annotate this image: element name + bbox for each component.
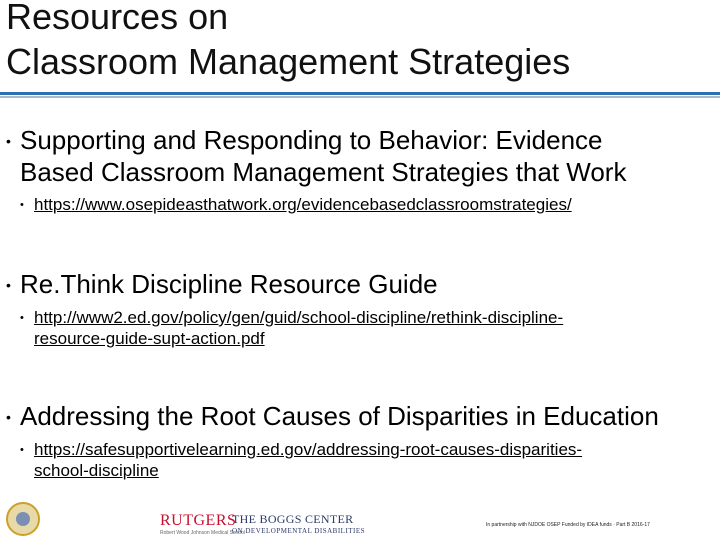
nj-state-seal-icon [6,502,40,536]
bullet-icon: • [20,199,24,211]
bullet-icon: • [6,409,11,425]
resource-heading [6,400,716,433]
footer [0,500,720,540]
slide-title [6,0,570,84]
funding-credit: In partnership with NJDOE OSEP Funded by IDEA funds · Part B 2016-17 [486,522,650,528]
resource-link-row [20,194,716,216]
bullet-icon: • [6,277,11,293]
bullet-icon: • [20,444,24,456]
resource-link-line-2[interactable]: school-discipline [34,461,159,480]
resource-heading-line-2: Based Classroom Management Strategies that Work [20,157,627,187]
resource-link-row [20,307,716,349]
rutgers-logo-subtitle: Robert Wood Johnson Medical School [160,530,245,536]
resource-link-row [20,439,716,481]
slide-title-line-2: Classroom Management Strategies [6,41,571,82]
resource-item-3 [6,400,716,481]
resource-heading-line-1: Re.Think Discipline Resource Guide [20,269,438,299]
boggs-center-logo: THE BOGGS CENTER [232,512,354,526]
resource-link-line-1[interactable]: https://safesupportivelearning.ed.gov/addressing-root-causes-disparities- [34,440,583,459]
resource-link-line-1[interactable]: http://www2.ed.gov/policy/gen/guid/school-discipline/rethink-discipline- [34,308,564,327]
slide-title-line-1: Resources on [6,0,229,37]
rutgers-logo: RUTGERS [160,512,237,529]
resource-item-1 [6,124,716,216]
bullet-icon: • [6,133,11,149]
resource-heading [6,268,716,301]
resource-item-2 [6,268,716,349]
title-divider-grey [0,96,720,98]
resource-heading-line-1: Supporting and Responding to Behavior: Evidence [20,125,603,155]
resource-heading-line-1: Addressing the Root Causes of Disparities in Education [20,401,659,431]
title-divider-blue [0,92,720,95]
resource-link-line-2[interactable]: resource-guide-supt-action.pdf [34,329,265,348]
bullet-icon: • [20,312,24,324]
boggs-center-logo-subtitle: ON DEVELOPMENTAL DISABILITIES [232,527,366,535]
resource-link[interactable]: https://www.osepideasthatwork.org/evidencebasedclassroomstrategies/ [34,195,572,214]
resource-heading [6,124,716,188]
